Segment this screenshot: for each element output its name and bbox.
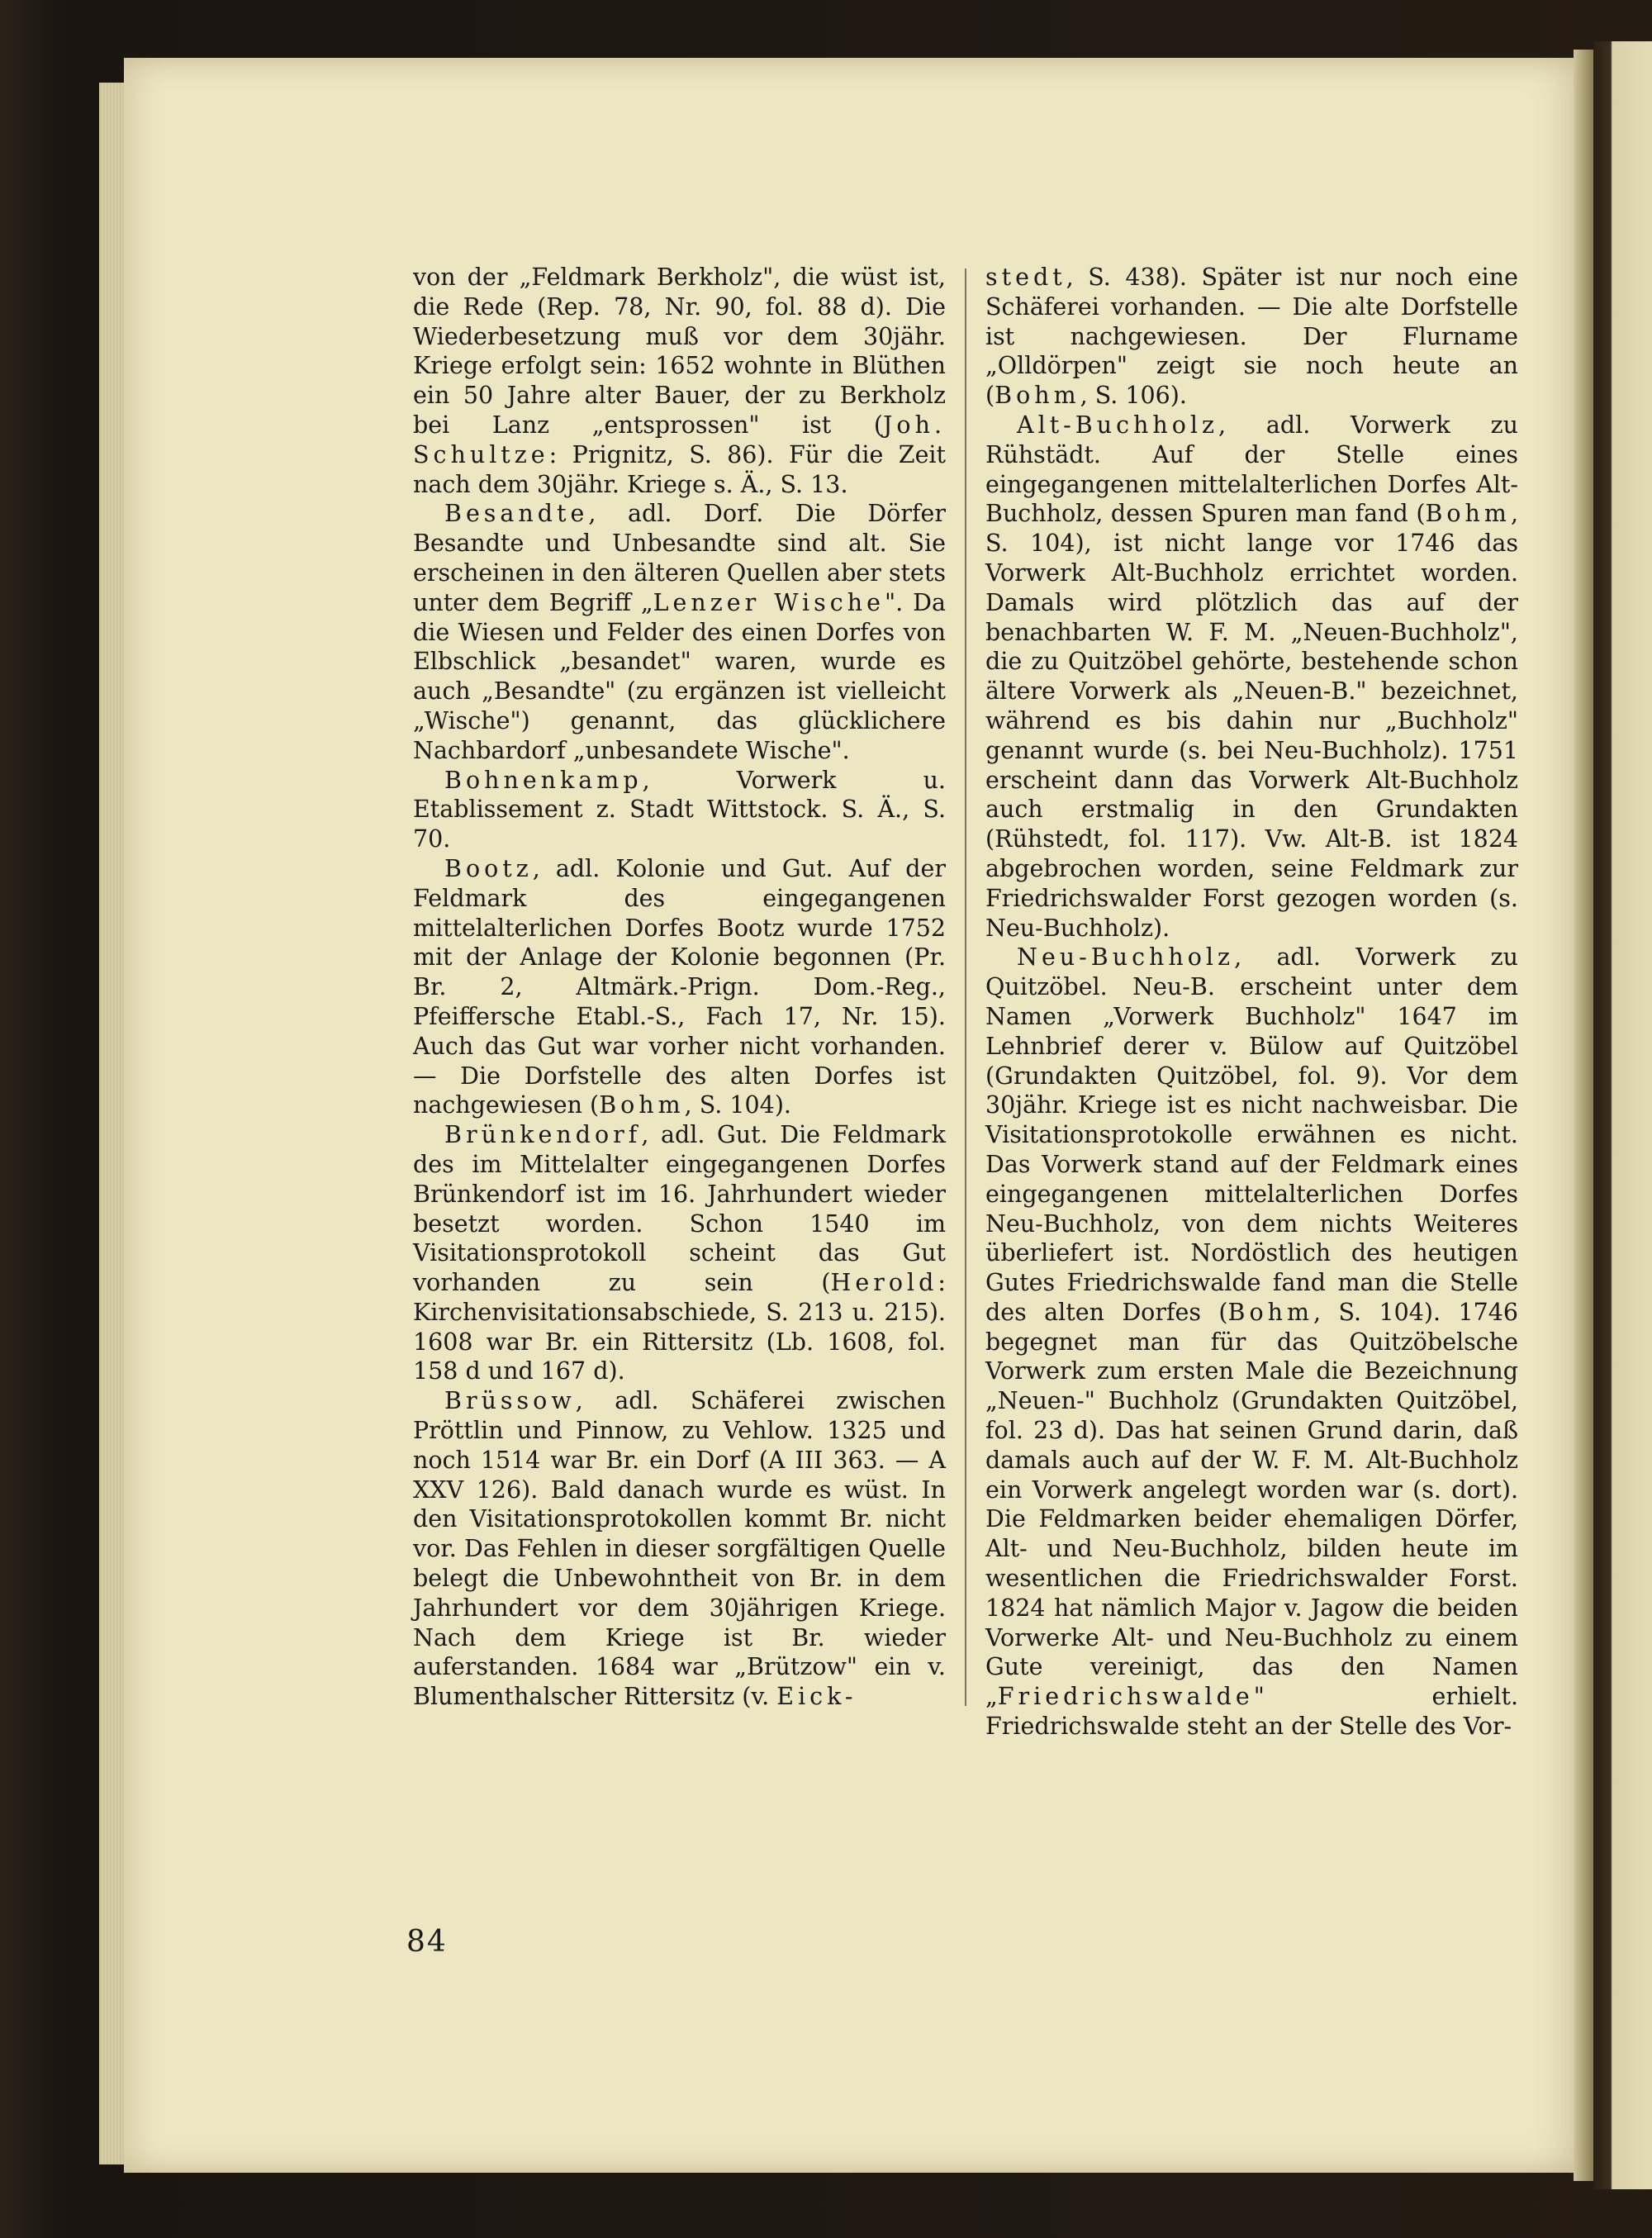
- entry-neu-buchholz: Neu-Buchholz, adl. Vorwerk zu Quitzöbel. Neu-B. erscheint unter dem Namen „Vorwerk Buchholz" 1647 im Lehnbrief derer v. Bülow auf Quitzöbel (Grundakten Quitzöbel, fol. 9). Vor dem 30jähr. Kriege ist es nicht nachweisbar. Die Visitationsprotokolle erwähnen es nicht. Das Vorwerk stand auf der Feldmark eines eingegangenen mittelalterlichen Dorfes Neu-Buchholz, von dem nichts Weiteres überliefert ist. Nordöstlich des heutigen Gutes Friedrichswalde fand man die Stelle des alten Dorfes (Bohm, S. 104). 1746 begegnet man für das Quitzöbelsche Vorwerk zum ersten Male die Bezeichnung „Neuen-" Buchholz (Grundakten Quitzöbel, fol. 23 d). Das hat seinen Grund darin, daß damals auch auf der W. F. M. Alt-Buchholz ein Vorwerk angelegt worden war (s. dort). Die Feldmarken beider ehemaligen Dörfer, Alt- und Neu-Buchholz, bilden heute im wesentlichen die Friedrichswalder Forst. 1824 hat nämlich Major v. Jagow die beiden Vorwerke Alt- und Neu-Buchholz zu einem Gute vereinigt, das den Namen „Friedrichswalde" erhielt. Friedrichswalde steht an der Stelle des Vor-: [985, 943, 1518, 1741]
- author-ref: Joh. Schultze: [413, 411, 946, 468]
- entry-berkholz-continued: von der „Feldmark Berkholz", die wüst ist, die Rede (Rep. 78, Nr. 90, fol. 88 d). Die Wiederbesetzung muß vor dem 30jähr. Kriege erfolgt sein: 1652 wohnte in Blüthen ein 50 Jahre alter Bauer, der zu Berkholz bei Lanz „entsprossen" ist (Joh. Schultze: Prignitz, S. 86). Für die Zeit nach dem 30jähr. Kriege s. Ä., S. 13.: [413, 264, 946, 498]
- entry-bruenkendorf: Brünkendorf, adl. Gut. Die Feldmark des im Mittelalter eingegangenen Dorfes Brünkendorf ist im 16. Jahrhundert wieder besetzt worden. Schon 1540 im Visitationsprotokoll scheint das Gut vorhanden zu sein (Herold: Kirchenvisitationsabschiede, S. 213 u. 215). 1608 war Br. ein Rittersitz (Lb. 1608, fol. 158 d und 167 d).: [413, 1121, 946, 1385]
- author-ref: Eick-: [776, 1683, 857, 1711]
- author-ref: Bohm: [599, 1091, 685, 1119]
- entry-bruessow-continued: stedt, S. 438). Später ist nur noch eine Schäferei vorhanden. — Die alte Dorfstelle ist nachgewiesen. Der Flurname „Olldörpen" zeigt sie noch heute an (Bohm, S. 106).: [985, 264, 1518, 410]
- headword: Bootz: [444, 854, 533, 882]
- right-column: [985, 263, 1518, 1741]
- author-ref: Bohm: [1227, 1298, 1314, 1326]
- headword: Besandte: [444, 500, 589, 528]
- column-divider: [965, 268, 966, 1706]
- headword: Neu-Buchholz: [1017, 943, 1235, 972]
- author-ref: Herold: [830, 1269, 938, 1297]
- headword: Alt-Buchholz: [1017, 411, 1219, 439]
- author-ref: Bohm: [1425, 500, 1511, 528]
- left-column: [413, 263, 946, 1712]
- gutter-shadow: [1574, 50, 1593, 2181]
- author-ref: stedt: [985, 264, 1066, 291]
- term-ref: Lenzer Wische: [653, 588, 885, 616]
- entry-bruessow: Brüssow, adl. Schäferei zwischen Pröttlin und Pinnow, zu Vehlow. 1325 und noch 1514 war Br. ein Dorf (A III 363. — A XXV 126). Bald danach wurde es wüst. In den Visitationsprotokollen kommt Br. nicht vor. Das Fehlen in dieser sorgfältigen Quelle belegt die Unbewohntheit von Br. in dem Jahrhundert vor dem 30jährigen Kriege. Nach dem Kriege ist Br. wieder auferstanden. 1684 war „Brützow" ein v. Blumenthalscher Rittersitz (v. Eick-: [413, 1387, 946, 1711]
- headword: Brünkendorf: [444, 1121, 642, 1149]
- entry-alt-buchholz: Alt-Buchholz, adl. Vorwerk zu Rühstädt. Auf der Stelle eines eingegangenen mittelalterlichen Dorfes Alt-Buchholz, dessen Spuren man fand (Bohm, S. 104), ist nicht lange vor 1746 das Vorwerk Alt-Buchholz errichtet worden. Damals wird plötzlich das auf der benachbarten W. F. M. „Neuen-Buchholz", die zu Quitzöbel gehörte, bestehende schon ältere Vorwerk als „Neuen-B." bezeichnet, während es bis dahin nur „Buchholz" genannt wurde (s. bei Neu-Buchholz). 1751 erscheint dann das Vorwerk Alt-Buchholz auch erstmalig in den Grundakten (Rühstedt, fol. 117). Vw. Alt-B. ist 1824 abgebrochen worden, seine Feldmark zur Friedrichswalder Forst gezogen worden (s. Neu-Buchholz).: [985, 411, 1518, 942]
- page-number: 84: [406, 1925, 448, 1959]
- headword: Bohnenkamp: [444, 766, 643, 794]
- term-ref: Friedrichswalde: [997, 1683, 1254, 1711]
- entry-bohnenkamp: Bohnenkamp, Vorwerk u. Etablissement z. Stadt Wittstock. S. Ä., S. 70.: [413, 766, 946, 853]
- headword: Brüssow: [444, 1387, 576, 1415]
- entry-besandte: Besandte, adl. Dorf. Die Dörfer Besandte und Unbesandte sind alt. Sie erscheinen in den älteren Quellen aber stets unter dem Begriff „Lenzer Wische". Da die Wiesen und Felder des einen Dorfes von Elbschlick „besandet" waren, wurde es auch „Besandte" (zu ergänzen ist vielleicht „Wische") genannt, das glücklichere Nachbardorf „unbesandete Wische".: [413, 500, 946, 764]
- author-ref: Bohm: [995, 382, 1080, 410]
- facing-page-edge: [1593, 41, 1652, 2189]
- entry-bootz: Bootz, adl. Kolonie und Gut. Auf der Feldmark des eingegangenen mittelalterlichen Dorfes Bootz wurde 1752 mit der Anlage der Kolonie begonnen (Pr. Br. 2, Altmärk.-Prign. Dom.-Reg., Pfeiffersche Etabl.-S., Fach 17, Nr. 15). Auch das Gut war vorher nicht vorhanden. — Die Dorfstelle des alten Dorfes ist nachgewiesen (Bohm, S. 104).: [413, 854, 946, 1119]
